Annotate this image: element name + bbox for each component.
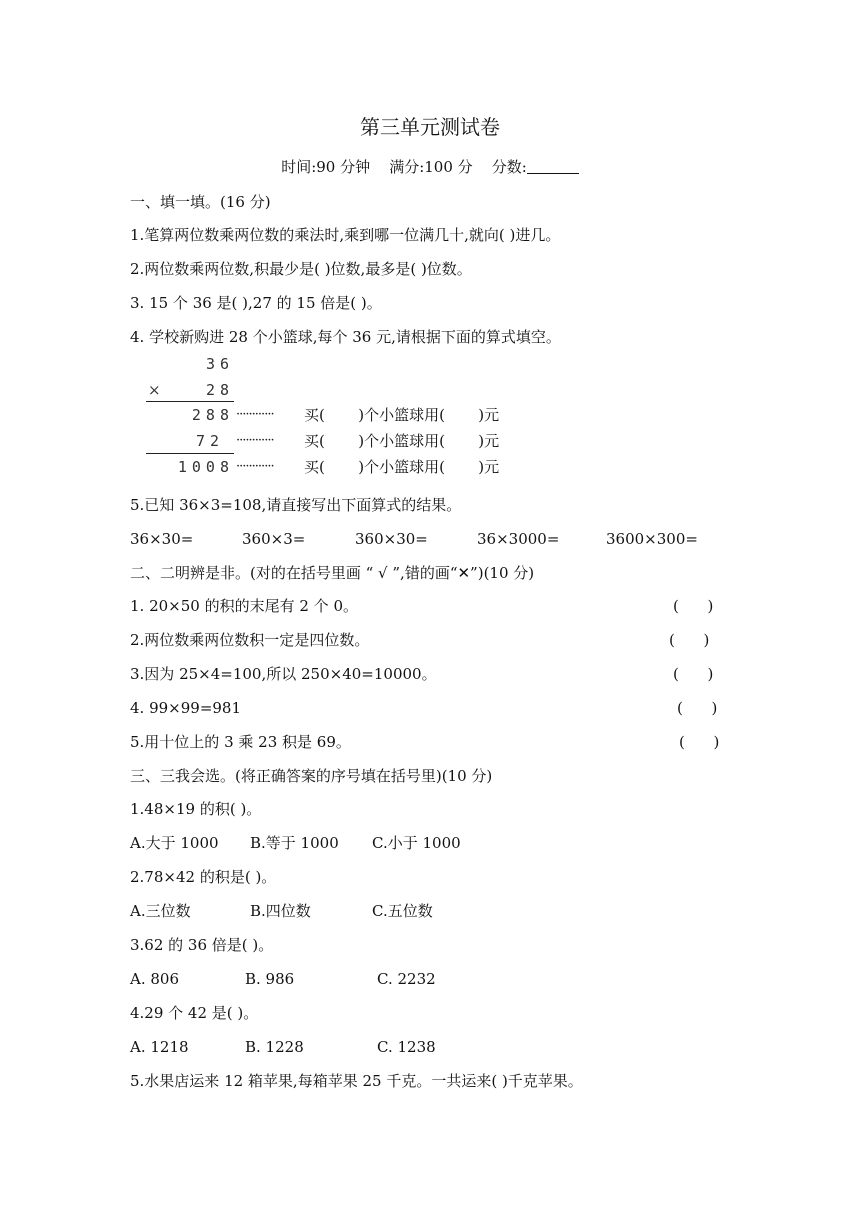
- tf-answer-5[interactable]: ( ): [679, 733, 720, 751]
- page-title: 第三单元测试卷: [360, 115, 500, 139]
- calc-dots-3: ············: [236, 459, 274, 474]
- calc-partial-1: 288: [191, 406, 234, 424]
- question-1-3: 3. 15 个 36 是( ),27 的 15 倍是( )。: [130, 294, 382, 312]
- choice-3-a: A. 806: [130, 970, 179, 988]
- tf-item-1: 1. 20×50 的积的末尾有 2 个 0。: [130, 597, 358, 615]
- choice-3-c: C. 2232: [377, 970, 436, 988]
- calc-rule-1: [146, 401, 234, 402]
- tf-answer-2[interactable]: ( ): [669, 631, 710, 649]
- choice-question-4: 4.29 个 42 是( )。: [130, 1004, 259, 1022]
- question-1-5: 5.已知 36×3=108,请直接写出下面算式的结果。: [130, 496, 462, 514]
- choice-3-b: B. 986: [245, 970, 295, 988]
- choice-1-c: C.小于 1000: [372, 834, 461, 852]
- q5-item-1: 36×30=: [130, 530, 194, 548]
- calc-fill-3: 买( )个小篮球用( )元: [304, 458, 500, 476]
- choice-2-c: C.五位数: [372, 902, 433, 920]
- times-sign: ×: [148, 381, 161, 399]
- section-3-heading: 三、三我会选。(将正确答案的序号填在括号里)(10 分): [130, 767, 493, 785]
- choice-question-2: 2.78×42 的积是( )。: [130, 868, 277, 886]
- section-1-heading: 一、填一填。(16 分): [130, 193, 271, 211]
- choice-1-a: A.大于 1000: [130, 834, 219, 852]
- question-1-1: 1.笔算两位数乘两位数的乘法时,乘到哪一位满几十,就向( )进几。: [130, 226, 561, 244]
- calc-multiplier: 28: [205, 381, 234, 399]
- tf-answer-3[interactable]: ( ): [673, 665, 714, 683]
- tf-item-3: 3.因为 25×4=100,所以 250×40=10000。: [130, 665, 437, 683]
- calc-multiplicand: 36: [205, 355, 234, 373]
- score-label: 分数:: [491, 158, 527, 176]
- choice-1-b: B.等于 1000: [250, 834, 339, 852]
- question-1-2: 2.两位数乘两位数,积最少是( )位数,最多是( )位数。: [130, 260, 472, 278]
- q5-item-2: 360×3=: [242, 530, 306, 548]
- exam-meta: [0, 157, 860, 177]
- tf-item-4: 4. 99×99=981: [130, 699, 242, 717]
- section-2-heading: 二、二明辨是非。(对的在括号里画 “ √ ”,错的画“✕”)(10 分): [130, 564, 535, 582]
- tf-answer-1[interactable]: ( ): [673, 597, 714, 615]
- calc-fill-1: 买( )个小篮球用( )元: [304, 406, 500, 424]
- tf-item-2: 2.两位数乘两位数积一定是四位数。: [130, 631, 370, 649]
- choice-4-a: A. 1218: [130, 1038, 189, 1056]
- question-1-4: 4. 学校新购进 28 个小篮球,每个 36 元,请根据下面的算式填空。: [130, 328, 561, 346]
- tf-item-5: 5.用十位上的 3 乘 23 积是 69。: [130, 733, 351, 751]
- calc-partial-2: 72: [195, 432, 224, 450]
- choice-question-3: 3.62 的 36 倍是( )。: [130, 936, 274, 954]
- choice-2-a: A.三位数: [130, 902, 191, 920]
- full-score: 满分:100 分: [389, 158, 473, 176]
- choice-2-b: B.四位数: [250, 902, 311, 920]
- calc-dots-2: ············: [236, 433, 274, 448]
- time-limit: 时间:90 分钟: [281, 158, 371, 176]
- choice-question-5: 5.水果店运来 12 箱苹果,每箱苹果 25 千克。一共运来( )千克苹果。: [130, 1072, 583, 1090]
- calc-product: 1008: [177, 458, 234, 476]
- choice-4-c: C. 1238: [377, 1038, 436, 1056]
- tf-answer-4[interactable]: ( ): [677, 699, 718, 717]
- q5-item-5: 3600×300=: [606, 530, 698, 548]
- calc-fill-2: 买( )个小篮球用( )元: [304, 432, 500, 450]
- choice-question-1: 1.48×19 的积( )。: [130, 800, 262, 818]
- calc-rule-2: [146, 453, 234, 454]
- choice-4-b: B. 1228: [245, 1038, 304, 1056]
- q5-item-4: 36×3000=: [477, 530, 560, 548]
- calc-dots-1: ············: [236, 407, 274, 422]
- score-blank[interactable]: [527, 159, 579, 174]
- q5-item-3: 360×30=: [355, 530, 428, 548]
